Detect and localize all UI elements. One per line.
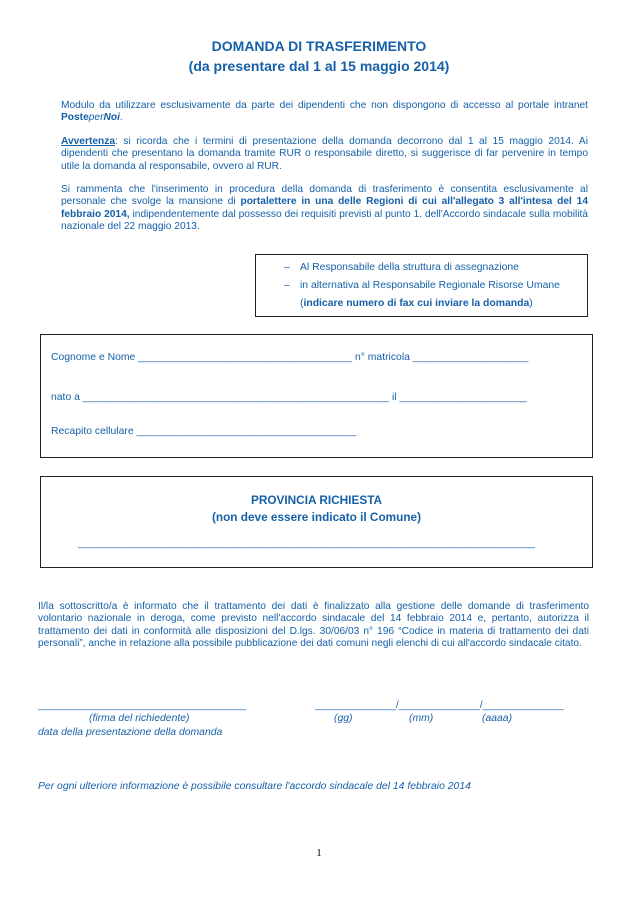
recipient-line-1: – Al Responsabile della struttura di assegnazione: [284, 262, 519, 273]
phone-field[interactable]: ______________________________________: [136, 426, 357, 437]
birth-date-field[interactable]: ______________________: [399, 392, 527, 403]
recipient-box: [255, 254, 588, 317]
brand-noi: Noi: [103, 112, 120, 124]
document-subtitle: (da presentare dal 1 al 15 maggio 2014): [188, 58, 450, 74]
name-matricola-row: [51, 352, 528, 363]
warning-paragraph: Avvertenza: si ricorda che i termini di presentazione della domanda decorrono dal 1 al 15 maggio 2014. Ai dipendenti che presentano la domanda tramite RUR o responsabile diretto, si suggerisce di far pervenire in tempo utile la domanda al responsabile, ovvero al RUR.: [61, 136, 588, 172]
province-box: [40, 476, 593, 568]
document-title: DOMANDA DI TRASFERIMENTO: [211, 38, 427, 54]
warning-label: Avvertenza: [61, 136, 115, 147]
year-label: (aaaa): [482, 713, 513, 724]
phone-label: Recapito cellulare: [51, 426, 134, 437]
intro-paragraph-1: Modulo da utilizzare esclusivamente da parte dei dipendenti che non dispongono di accesso al portale intranet PosteperNoi.: [61, 100, 588, 124]
brand-per: per: [88, 112, 104, 124]
signature-field[interactable]: ____________________________________: [38, 700, 247, 711]
fax-instruction: (indicare numero di fax cui inviare la domanda): [300, 298, 533, 309]
signature-label: (firma del richiedente): [89, 713, 190, 724]
recipient-line-2: – in alternativa al Responsabile Regionale Risorse Umane: [284, 280, 560, 291]
intro-paragraph-3: Si rammenta che l'inserimento in procedura della domanda di trasferimento è consentita esclusivamente al personale che svolge la mansione di portalettere in una delle Regioni di cui all'allegato 3 all'intesa del 14 febbraio 2014, indipendentemente dal possesso dei requisiti previsti al punto 1. dell'Accordo sindacale sulla mobilità nazionale del 22 maggio 2013.: [61, 184, 588, 233]
month-label: (mm): [409, 713, 434, 724]
matricola-field[interactable]: ____________________: [412, 352, 529, 363]
province-subtitle: (non deve essere indicato il Comune): [211, 510, 422, 524]
page-number: 1: [316, 847, 322, 859]
date-presentation-label: data della presentazione della domanda: [38, 727, 223, 738]
matricola-label: n° matricola: [354, 352, 410, 363]
province-field[interactable]: ______________________________________________________________________________: [78, 538, 535, 549]
footer-note: Per ogni ulteriore informazione è possibile consultare l'accordo sindacale del 14 febbraio 2014: [38, 781, 471, 792]
brand-poste: Poste: [61, 112, 89, 124]
personal-data-box: [40, 334, 593, 458]
birth-row: [51, 392, 527, 403]
phone-row: [51, 426, 356, 437]
province-title: PROVINCIA RICHIESTA: [250, 493, 383, 507]
born-field[interactable]: _____________________________________________________: [82, 392, 390, 403]
name-label: Cognome e Nome: [51, 352, 136, 363]
il-label: il: [391, 392, 397, 403]
born-label: nato a: [51, 392, 80, 403]
name-field[interactable]: _____________________________________: [138, 352, 353, 363]
privacy-consent-text: Il/la sottoscritto/a è informato che il trattamento dei dati è finalizzato alla gestione delle domande di trasferimento volontario nazionale in deroga, come previsto nell'accordo sindacale del 14 febbraio 2014 e, pertanto, autorizza il trattamento dei dati in conformità alle disposizioni del D.lgs. 30/06/03 n° 196 “Codice in materia di trattamento dei dati personali”, anche in relazione alla possibile pubblicazione dei dati comuni negli elenchi di cui all'accordo sindacale citato.: [38, 601, 589, 650]
date-field[interactable]: ______________/______________/______________: [315, 700, 564, 711]
day-label: (gg): [334, 713, 353, 724]
